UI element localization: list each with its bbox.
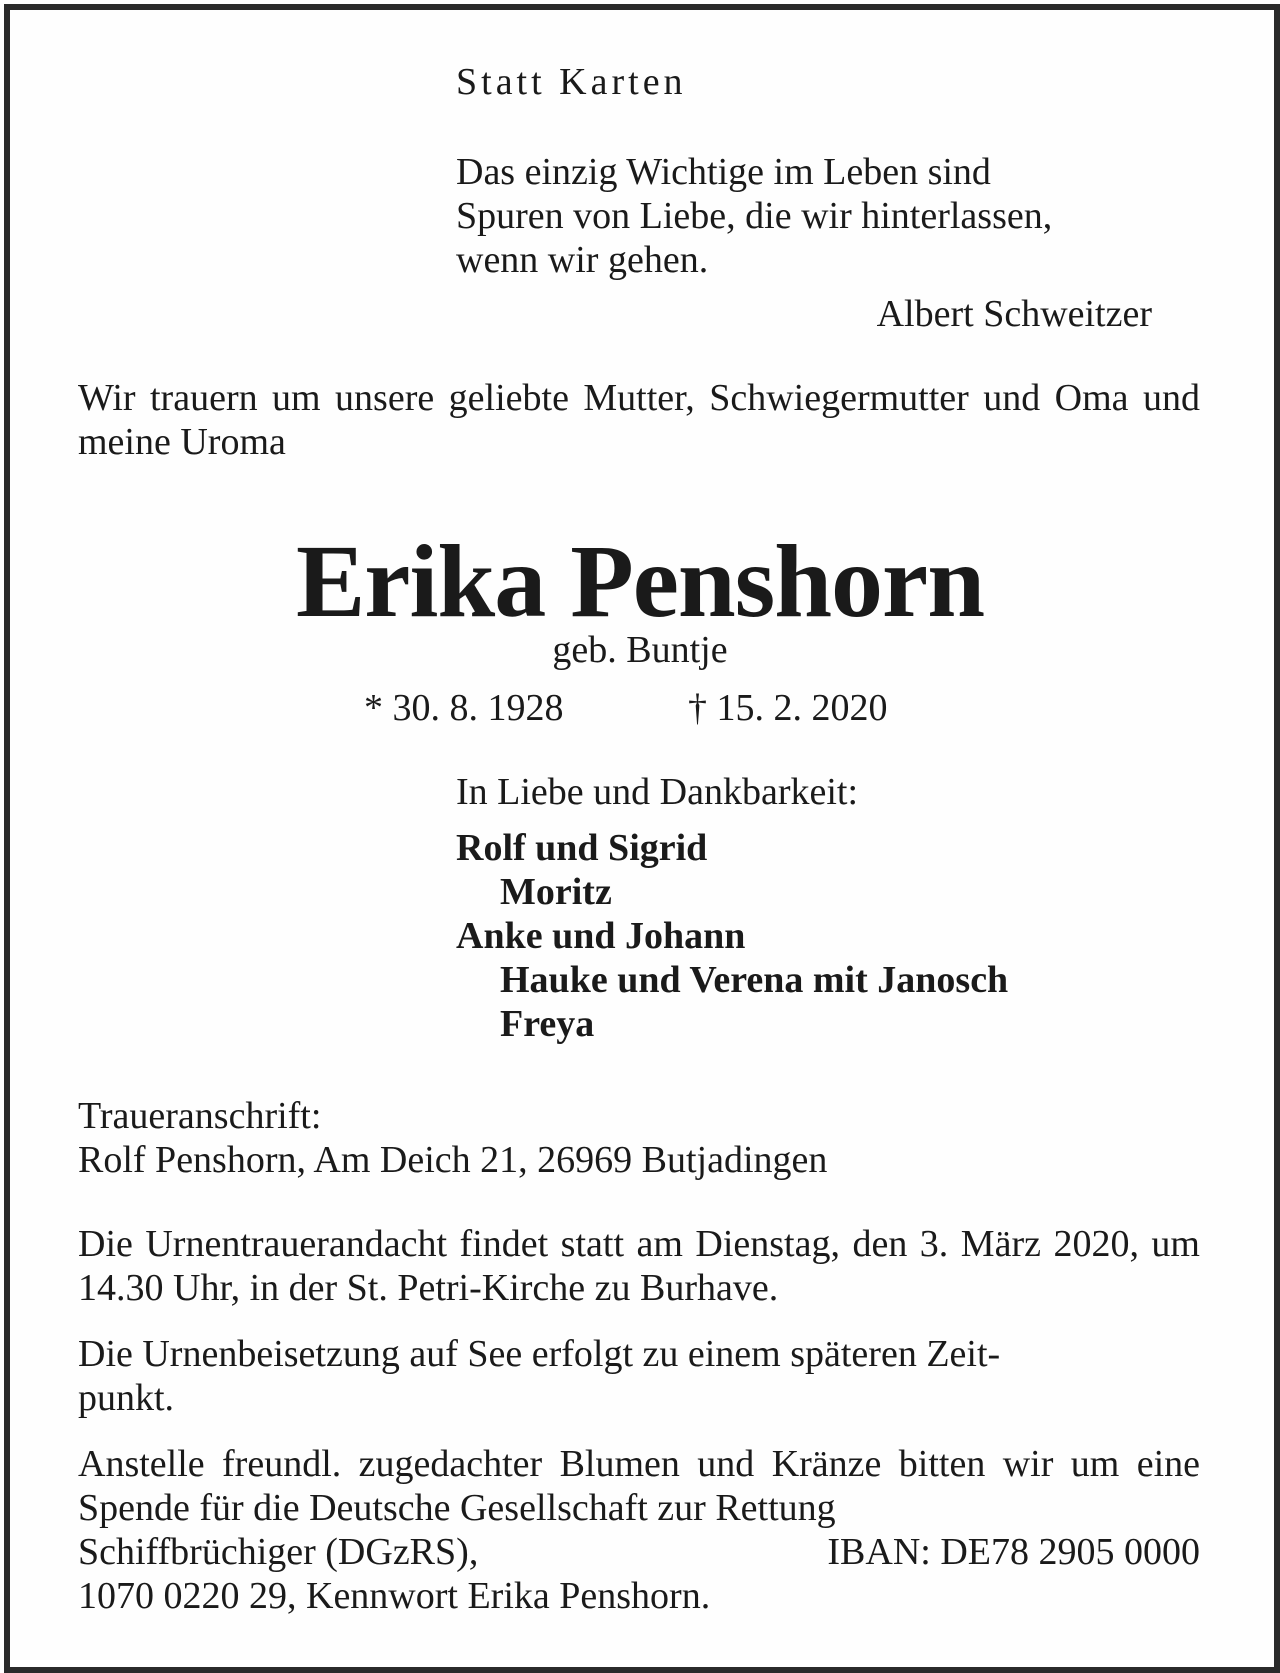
donation-iban: IBAN: DE78 2905 0000 bbox=[827, 1531, 1200, 1573]
mourner-line: Anke und Johann bbox=[456, 915, 746, 957]
mourners-list bbox=[456, 826, 1008, 1046]
mourners-intro: In Liebe und Dankbarkeit: bbox=[456, 771, 859, 813]
birth-date: * 30. 8. 1928 bbox=[364, 687, 564, 729]
deceased-name: Erika Penshorn bbox=[295, 524, 985, 639]
quote bbox=[456, 150, 1052, 282]
address-value: Rolf Penshorn, Am Deich 21, 26969 Butjadingen bbox=[78, 1139, 828, 1181]
quote-line: Das einzig Wichtige im Leben sind bbox=[456, 151, 991, 193]
ceremony-text: Die Urnentrauerandacht findet statt am Dienstag, den 3. März 2020, um 14.30 Uhr, in der St. Petri-Kirche zu Burhave. bbox=[78, 1223, 1200, 1309]
death-date: † 15. 2. 2020 bbox=[688, 687, 888, 729]
mourner-line: Rolf und Sigrid bbox=[456, 827, 708, 869]
birth-name: geb. Buntje bbox=[552, 629, 728, 671]
mourner-line: Moritz bbox=[500, 871, 612, 913]
donation-org: Schiffbrüchiger (DGzRS), bbox=[78, 1531, 479, 1573]
burial-text: Die Urnenbeisetzung auf See erfolgt zu einem späteren Zeit- punkt. bbox=[78, 1333, 1001, 1419]
address-label: Traueranschrift: bbox=[78, 1095, 322, 1137]
mourner-line: Freya bbox=[500, 1003, 595, 1045]
header-title: Statt Karten bbox=[456, 61, 687, 103]
iban-line bbox=[78, 1530, 1200, 1574]
donation-block bbox=[78, 1442, 1200, 1618]
mourner-line: Hauke und Verena mit Janosch bbox=[500, 959, 1009, 1001]
donation-text: Anstelle freundl. zugedachter Blumen und Kränze bitten wir um eine Spende für die Deutsche Gesellschaft zur Rettung bbox=[78, 1443, 1200, 1529]
quote-line: wenn wir gehen. bbox=[456, 239, 709, 281]
intro-text: Wir trauern um unsere geliebte Mutter, Schwiegermutter und Oma und meine Uroma bbox=[78, 377, 1200, 463]
quote-line: Spuren von Liebe, die wir hinterlassen, bbox=[456, 195, 1053, 237]
donation-iban-rest: 1070 0220 29, Kennwort Erika Penshorn. bbox=[78, 1575, 711, 1617]
quote-author: Albert Schweitzer bbox=[876, 293, 1152, 335]
